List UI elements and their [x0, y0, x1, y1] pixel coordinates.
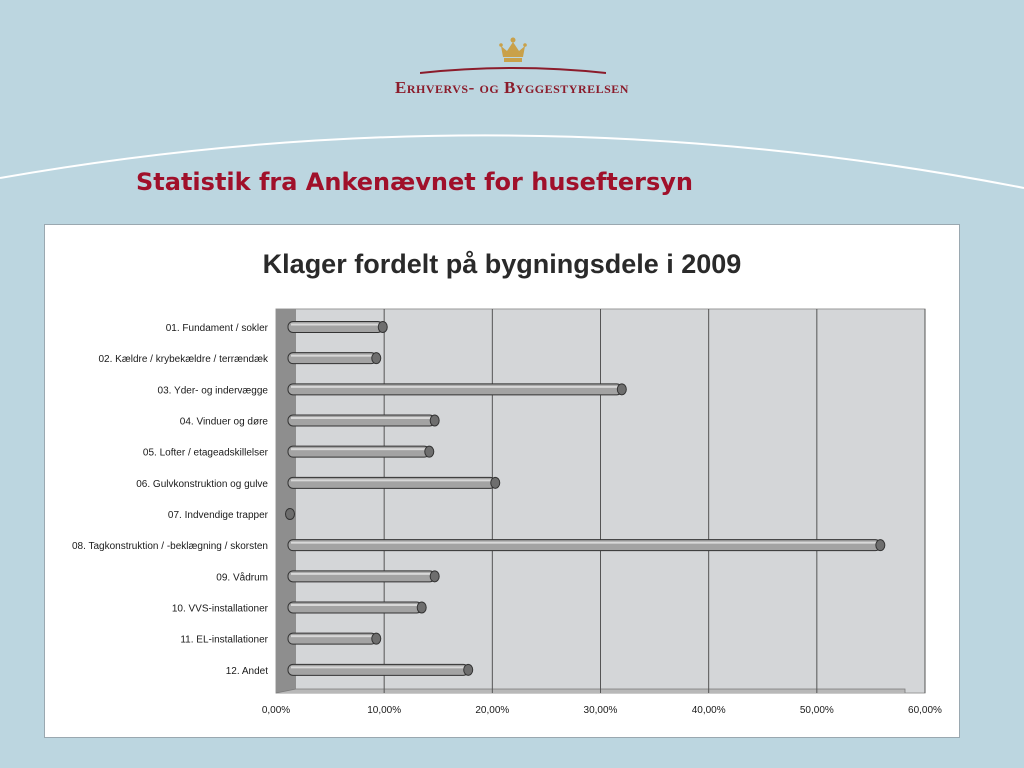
bar: [288, 571, 439, 582]
chart-panel: [44, 224, 960, 738]
bar: [288, 664, 473, 675]
category-label: 04. Vinduer og døre: [179, 416, 268, 428]
bar: [288, 384, 626, 395]
x-tick-label: 10,00%: [367, 705, 402, 716]
slide-title: Statistik fra Ankenævnet for huseftersyn: [136, 168, 694, 196]
bar: [288, 477, 500, 488]
bar-chart: [45, 225, 959, 737]
x-tick-label: 30,00%: [583, 705, 618, 716]
chart-title: Klager fordelt på bygningsdele i 2009: [262, 249, 742, 279]
bar: [288, 602, 426, 613]
category-label: 10. VVS-installationer: [171, 603, 268, 615]
category-label: 07. Indvendige trapper: [167, 510, 268, 521]
logo-divider: [420, 66, 606, 74]
category-label: 01. Fundament / sokler: [165, 323, 268, 334]
category-label: 08. Tagkonstruktion / -beklægning / skorsten: [71, 541, 268, 553]
x-tick-label: 40,00%: [691, 705, 726, 716]
x-tick-label: 60,00%: [908, 705, 942, 716]
category-label: 09. Vådrum: [216, 572, 268, 584]
category-label: 11. EL-installationer: [180, 634, 268, 646]
crown-icon: [497, 36, 529, 66]
bar: [288, 322, 387, 333]
x-tick-label: 20,00%: [475, 705, 510, 716]
category-label: 05. Lofter / etageadskillelser: [142, 447, 268, 459]
bar: [286, 509, 295, 520]
x-tick-label: 0,00%: [261, 705, 291, 716]
bar: [288, 540, 885, 551]
bar: [288, 353, 381, 364]
organization-name: Erhvervs- og Byggestyrelsen: [395, 78, 629, 97]
category-label: 02. Kældre / krybekældre / terrændæk: [98, 354, 268, 366]
category-label: 12. Andet: [225, 665, 268, 677]
plot-floor: [276, 689, 905, 693]
bar: [288, 415, 439, 426]
category-label: 03. Yder- og indervægge: [157, 385, 268, 397]
category-label: 06. Gulvkonstruktion og gulve: [136, 478, 268, 490]
bar: [288, 446, 434, 457]
x-tick-label: 50,00%: [799, 705, 834, 716]
bar: [288, 633, 381, 644]
